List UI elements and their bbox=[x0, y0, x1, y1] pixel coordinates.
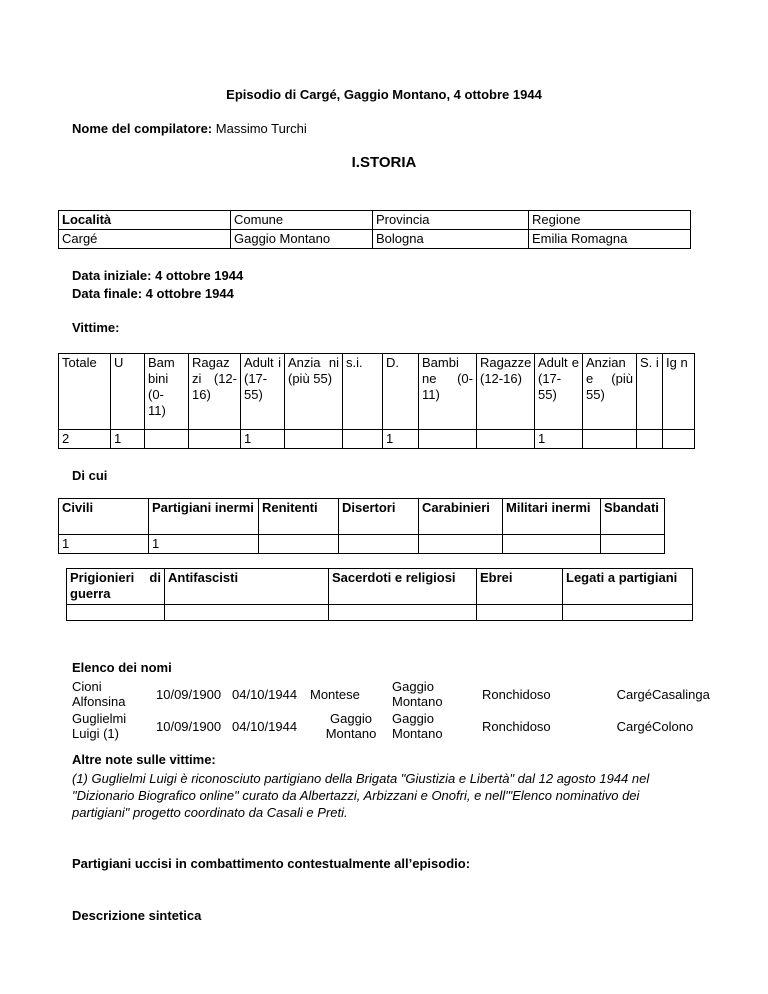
notes-label: Altre note sulle vittime: bbox=[72, 752, 216, 767]
victims-value bbox=[189, 430, 241, 449]
category-value bbox=[477, 605, 563, 621]
victim-death-place: Ronchidoso bbox=[482, 686, 551, 702]
victims-label: Vittime: bbox=[72, 320, 120, 335]
victims-header: Bambi ne (0- 11) bbox=[419, 354, 477, 430]
categories-1-value-row bbox=[59, 535, 665, 554]
location-value: Emilia Romagna bbox=[529, 230, 691, 249]
section-title: I.STORIA bbox=[351, 154, 417, 171]
name-row bbox=[72, 710, 692, 742]
categories-table-1 bbox=[58, 498, 665, 554]
category-value bbox=[419, 535, 503, 554]
victims-header: D. bbox=[383, 354, 419, 430]
names-table bbox=[72, 678, 710, 742]
location-header: Provincia bbox=[373, 211, 529, 230]
location-header: Località bbox=[59, 211, 231, 230]
category-header: Partigiani inermi bbox=[149, 499, 259, 535]
category-value bbox=[67, 605, 165, 621]
victims-header: Bam bini (0- 11) bbox=[145, 354, 189, 430]
victims-value bbox=[343, 430, 383, 449]
victims-value bbox=[285, 430, 343, 449]
di-cui-label: Di cui bbox=[72, 468, 108, 483]
victim-occupation: Casalinga bbox=[652, 686, 710, 702]
victims-header: Totale bbox=[59, 354, 111, 430]
category-value bbox=[601, 535, 665, 554]
categories-table-2 bbox=[66, 568, 693, 621]
victim-occupation: Colono bbox=[652, 718, 694, 734]
category-value bbox=[259, 535, 339, 554]
victims-value: 1 bbox=[383, 430, 419, 449]
victim-name: Cioni Alfonsina bbox=[72, 679, 126, 709]
location-value: Bologna bbox=[373, 230, 529, 249]
category-header: Renitenti bbox=[259, 499, 339, 535]
victims-table bbox=[58, 353, 695, 449]
compiler-label: Nome del compilatore: bbox=[72, 121, 213, 136]
victims-header: Anzia ni (più 55) bbox=[285, 354, 343, 430]
category-header: Carabinieri bbox=[419, 499, 503, 535]
victim-name: Guglielmi Luigi (1) bbox=[72, 711, 127, 741]
victim-death-date: 04/10/1944 bbox=[232, 686, 298, 702]
date-end: Data finale: 4 ottobre 1944 bbox=[72, 286, 234, 301]
victims-value bbox=[145, 430, 189, 449]
category-value bbox=[503, 535, 601, 554]
category-header: Ebrei bbox=[477, 569, 563, 605]
victims-value bbox=[419, 430, 477, 449]
victims-header: s.i. bbox=[343, 354, 383, 430]
victims-header: Anzian e (più 55) bbox=[583, 354, 637, 430]
victims-header: Ig n bbox=[663, 354, 695, 430]
location-value-row bbox=[59, 230, 691, 249]
location-header: Comune bbox=[231, 211, 373, 230]
victims-header: Ragaz zi (12- 16) bbox=[189, 354, 241, 430]
categories-2-header-row bbox=[67, 569, 693, 605]
category-header: Civili bbox=[59, 499, 149, 535]
victims-header-row bbox=[59, 354, 695, 430]
victims-header: S. i bbox=[637, 354, 663, 430]
location-header-row bbox=[59, 211, 691, 230]
victims-header: Adult e (17- 55) bbox=[535, 354, 583, 430]
category-header: Militari inermi bbox=[503, 499, 601, 535]
location-header: Regione bbox=[529, 211, 691, 230]
category-header: Antifascisti bbox=[165, 569, 329, 605]
victim-residence: Gaggio Montano bbox=[392, 711, 443, 741]
victim-locality: Cargé bbox=[616, 686, 652, 702]
category-header: Legati a partigiani bbox=[563, 569, 693, 605]
victim-birthplace: Montese bbox=[310, 686, 360, 702]
category-value bbox=[563, 605, 693, 621]
name-row bbox=[72, 678, 692, 710]
victim-birth-date: 10/09/1900 bbox=[156, 718, 222, 734]
victims-value: 2 bbox=[59, 430, 111, 449]
compiler-line bbox=[72, 121, 307, 136]
category-header: Disertori bbox=[339, 499, 419, 535]
compiler-name: Massimo Turchi bbox=[215, 121, 307, 136]
victims-header: Adult i (17- 55) bbox=[241, 354, 285, 430]
victims-value: 1 bbox=[111, 430, 145, 449]
names-label: Elenco dei nomi bbox=[72, 660, 172, 675]
victim-birthplace: Gaggio Montano bbox=[325, 711, 377, 741]
partigiani-label: Partigiani uccisi in combattimento contestualmente all’episodio: bbox=[72, 856, 471, 871]
category-value bbox=[339, 535, 419, 554]
victim-death-place: Ronchidoso bbox=[482, 718, 551, 734]
location-value: Cargé bbox=[59, 230, 231, 249]
page-title: Episodio di Cargé, Gaggio Montano, 4 ottobre 1944 bbox=[226, 87, 542, 102]
location-value: Gaggio Montano bbox=[231, 230, 373, 249]
notes-text: (1) Guglielmi Luigi è riconosciuto partigiano della Brigata "Giustizia e Libertà" dal 12 agosto 1944 nel "Dizionario Biografico online" curato da Albertazzi, Arbizzani e Onofri, e nell'"Elenco nominativo dei partigiani" progetto coordinato da Casali e Preti. bbox=[72, 771, 650, 820]
category-value bbox=[329, 605, 477, 621]
victim-residence: Gaggio Montano bbox=[392, 679, 443, 709]
victims-value-row bbox=[59, 430, 695, 449]
category-value bbox=[165, 605, 329, 621]
location-table bbox=[58, 210, 691, 249]
category-header: Sacerdoti e religiosi bbox=[329, 569, 477, 605]
victim-death-date: 04/10/1944 bbox=[232, 718, 298, 734]
description-label: Descrizione sintetica bbox=[72, 908, 202, 923]
victims-value: 1 bbox=[241, 430, 285, 449]
victim-locality: Cargé bbox=[616, 718, 652, 734]
victims-value bbox=[663, 430, 695, 449]
categories-1-header-row bbox=[59, 499, 665, 535]
category-header: Prigionieri di guerra bbox=[67, 569, 165, 605]
categories-2-value-row bbox=[67, 605, 693, 621]
victims-value: 1 bbox=[535, 430, 583, 449]
victims-value bbox=[477, 430, 535, 449]
category-value: 1 bbox=[59, 535, 149, 554]
category-value: 1 bbox=[149, 535, 259, 554]
victims-value bbox=[583, 430, 637, 449]
date-start: Data iniziale: 4 ottobre 1944 bbox=[72, 268, 244, 283]
category-header: Sbandati bbox=[601, 499, 665, 535]
victims-header: Ragazze (12-16) bbox=[477, 354, 535, 430]
victim-birth-date: 10/09/1900 bbox=[156, 686, 222, 702]
victims-value bbox=[637, 430, 663, 449]
victims-header: U bbox=[111, 354, 145, 430]
